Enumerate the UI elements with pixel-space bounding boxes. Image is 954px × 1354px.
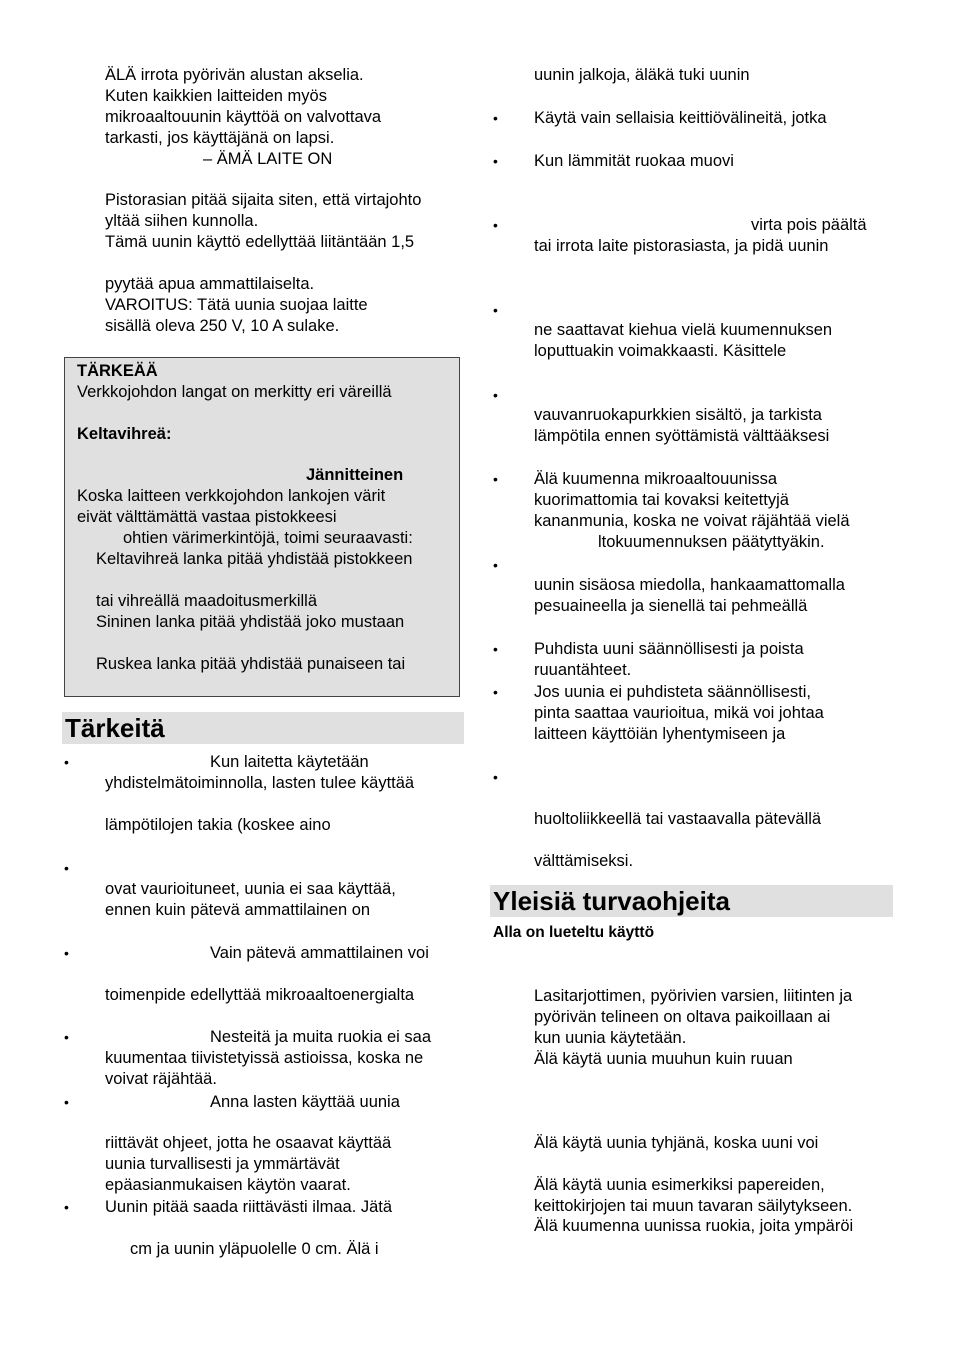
bullet-icon: • xyxy=(64,1199,69,1215)
text-line: toimenpide edellyttää mikroaaltoenergialta xyxy=(105,986,415,1004)
bullet-icon: • xyxy=(64,1094,69,1110)
text-line: Älä käytä uunia esimerkiksi papereiden, xyxy=(534,1176,825,1194)
section-heading-yleisia: Yleisiä turvaohjeita xyxy=(493,886,730,916)
text-line: voivat räjähtää. xyxy=(105,1070,217,1088)
text-line: Vain pätevä ammattilainen voi xyxy=(210,944,429,962)
text-line: kun uunia käytetään. xyxy=(534,1029,687,1047)
bullet-icon: • xyxy=(493,471,498,487)
bullet-icon: • xyxy=(493,110,498,126)
text-line: yhdistelmätoiminnolla, lasten tulee käyttää xyxy=(105,774,415,792)
text-line: Ruskea lanka pitää yhdistää punaiseen tai xyxy=(96,655,406,673)
text-line: ohtien värimerkintöjä, toimi seuraavasti: xyxy=(123,529,413,547)
bullet-icon: • xyxy=(64,945,69,961)
text-line: tai vihreällä maadoitusmerkillä xyxy=(96,592,318,610)
text-line: Puhdista uuni säännöllisesti ja poista xyxy=(534,640,804,658)
text-line: tarkasti, jos käyttäjänä on lapsi. xyxy=(105,129,335,147)
bullet-icon: • xyxy=(493,302,498,318)
text-line: pyytää apua ammattilaiselta. xyxy=(105,275,315,293)
text-line: ennen kuin pätevä ammattilainen on xyxy=(105,901,371,919)
text-line: pinta saattaa vaurioitua, mikä voi johtaa xyxy=(534,704,824,722)
bullet-icon: • xyxy=(493,217,498,233)
text-line: Verkkojohdon langat on merkitty eri väreillä xyxy=(77,383,392,401)
bullet-icon: • xyxy=(493,641,498,657)
bullet-icon: • xyxy=(64,754,69,770)
text-line: mikroaaltouunin käyttöä on valvottava xyxy=(105,108,382,126)
text-line: eivät välttämättä vastaa pistokkeesi xyxy=(77,508,337,526)
text-line: Käytä vain sellaisia keittiövälineitä, jotka xyxy=(534,109,827,127)
bullet-icon: • xyxy=(493,769,498,785)
bullet-icon: • xyxy=(493,557,498,573)
text-line: laitteen käyttöiän lyhentymiseen ja xyxy=(534,725,786,743)
text-line: uunin sisäosa miedolla, hankaamattomalla xyxy=(534,576,845,594)
text-line: lämpötila ennen syöttämistä välttääksesi xyxy=(534,427,830,445)
section-subheading: Alla on lueteltu käyttö xyxy=(493,924,655,941)
text-line: ÄLÄ irrota pyörivän alustan akselia. xyxy=(105,66,364,84)
text-line: Kuten kaikkien laitteiden myös xyxy=(105,87,327,105)
bullet-icon: • xyxy=(493,387,498,403)
text-line: Nesteitä ja muita ruokia ei saa xyxy=(210,1028,432,1046)
text-line: ovat vaurioituneet, uunia ei saa käyttää, xyxy=(105,880,396,898)
text-line: Lasitarjottimen, pyörivien varsien, liitinten ja xyxy=(534,987,853,1005)
text-line: Älä kuumenna uunissa ruokia, joita ympäröi xyxy=(534,1217,854,1235)
bullet-icon: • xyxy=(64,1029,69,1045)
text-line: Älä käytä uunia muuhun kuin ruuan xyxy=(534,1050,793,1068)
text-line: tai irrota laite pistorasiasta, ja pidä uunin xyxy=(534,237,829,255)
text-line: pyörivän telineen on oltava paikoillaan ai xyxy=(534,1008,831,1026)
text-line: sisällä oleva 250 V, 10 A sulake. xyxy=(105,317,340,335)
text-line: virta pois päältä xyxy=(751,216,867,234)
text-line: Tämä uunin käyttö edellyttää liitäntään 1,5 xyxy=(105,233,415,251)
text-line: cm ja uunin yläpuolelle 0 cm. Älä i xyxy=(130,1240,379,1258)
text-line: Keltavihreä: xyxy=(77,425,172,443)
text-line: yltää siihen kunnolla. xyxy=(105,212,259,230)
text-line: Älä käytä uunia tyhjänä, koska uuni voi xyxy=(534,1134,819,1152)
text-line: Kun laitetta käytetään xyxy=(210,753,369,771)
text-line: kananmunia, koska ne voivat räjähtää vielä xyxy=(534,512,850,530)
text-line: kuumentaa tiivistetyissä astioissa, koska ne xyxy=(105,1049,424,1067)
text-line: – ÄMÄ LAITE ON xyxy=(203,150,333,168)
text-line: Anna lasten käyttää uunia xyxy=(210,1093,400,1111)
text-line: uunin jalkoja, äläkä tuki uunin xyxy=(534,66,750,84)
text-line: pesuaineella ja sienellä tai pehmeällä xyxy=(534,597,808,615)
text-line: Jännitteinen xyxy=(306,466,404,484)
text-line: uunia turvallisesti ja ymmärtävät xyxy=(105,1155,340,1173)
text-line: VAROITUS: Tätä uunia suojaa laitte xyxy=(105,296,368,314)
text-line: riittävät ohjeet, jotta he osaavat käyttää xyxy=(105,1134,392,1152)
section-heading-tarkeita: Tärkeitä xyxy=(65,713,165,743)
text-line: Jos uunia ei puhdisteta säännöllisesti, xyxy=(534,683,812,701)
important-note-box xyxy=(64,357,460,697)
bullet-icon: • xyxy=(64,860,69,876)
text-line: Uunin pitää saada riittävästi ilmaa. Jätä xyxy=(105,1198,393,1216)
text-line: ne saattavat kiehua vielä kuumennuksen xyxy=(534,321,833,339)
text-line: Koska laitteen verkkojohdon lankojen värit xyxy=(77,487,386,505)
text-line: Pistorasian pitää sijaita siten, että virtajohto xyxy=(105,191,422,209)
text-line: epäasianmukaisen käytön vaarat. xyxy=(105,1176,351,1194)
text-line: huoltoliikkeellä tai vastaavalla pätevällä xyxy=(534,810,822,828)
bullet-icon: • xyxy=(493,153,498,169)
text-line: ruuantähteet. xyxy=(534,661,632,679)
box-title: TÄRKEÄÄ xyxy=(77,362,158,380)
text-line: Sininen lanka pitää yhdistää joko mustaan xyxy=(96,613,405,631)
bullet-icon: • xyxy=(493,684,498,700)
text-line: lämpötilojen takia (koskee aino xyxy=(105,816,331,834)
text-line: vauvanruokapurkkien sisältö, ja tarkista xyxy=(534,406,822,424)
text-line: kuorimattomia tai kovaksi keitettyjä xyxy=(534,491,789,509)
text-line: loputtuakin voimakkaasti. Käsittele xyxy=(534,342,787,360)
text-line: Kun lämmität ruokaa muovi xyxy=(534,152,734,170)
text-line: ltokuumennuksen päätyttyäkin. xyxy=(598,533,825,551)
text-line: Keltavihreä lanka pitää yhdistää pistokkeen xyxy=(96,550,413,568)
text-line: välttämiseksi. xyxy=(534,852,634,870)
text-line: Älä kuumenna mikroaaltouunissa xyxy=(534,470,778,488)
text-line: keittokirjojen tai muun tavaran säilytykseen. xyxy=(534,1197,853,1215)
